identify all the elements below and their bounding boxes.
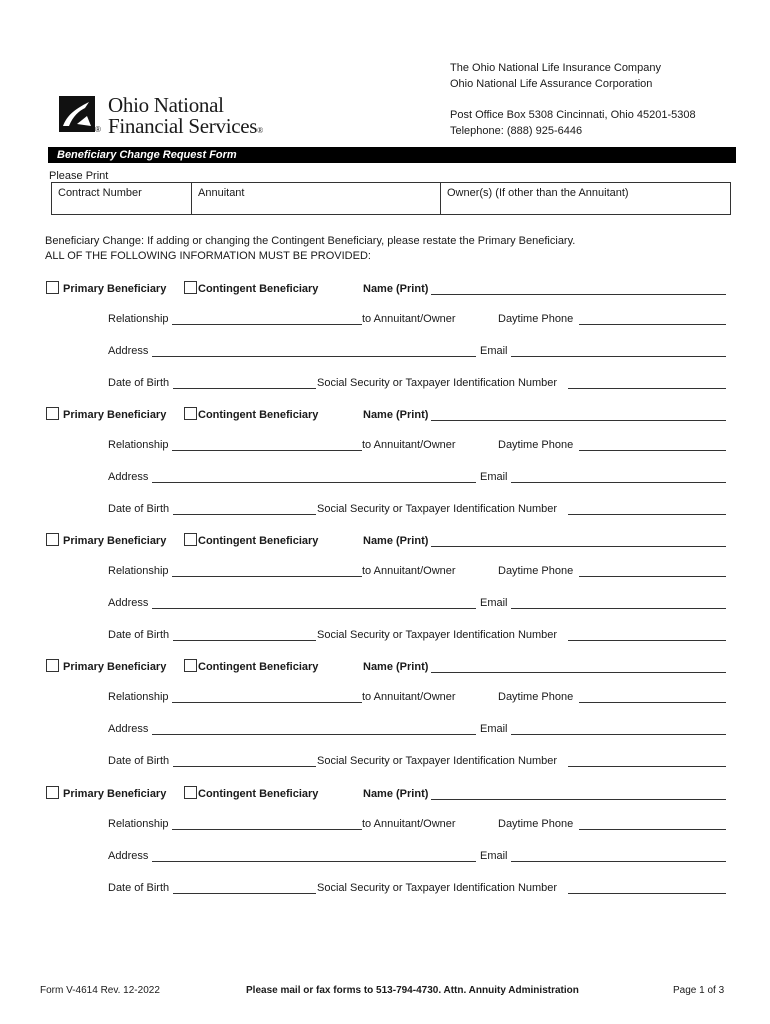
contract-info-table <box>51 182 731 215</box>
email-label: Email <box>480 597 508 609</box>
name-print-label: Name (Print) <box>363 535 429 547</box>
logo-registered-mark-1: ® <box>95 125 101 134</box>
address-field[interactable] <box>152 482 476 483</box>
primary-beneficiary-label: Primary Beneficiary <box>63 661 167 673</box>
relationship-label: Relationship <box>108 818 169 830</box>
primary-beneficiary-checkbox[interactable] <box>46 533 59 546</box>
ssn-tin-label: Social Security or Taxpayer Identification Number <box>317 503 558 515</box>
relationship-field[interactable] <box>172 702 362 703</box>
daytime-phone-field[interactable] <box>579 324 726 325</box>
instruction-text: Beneficiary Change: If adding or changing the Contingent Beneficiary, please restate the Primary Beneficiary. <box>45 235 576 247</box>
contingent-beneficiary-label: Contingent Beneficiary <box>198 661 319 673</box>
relationship-label: Relationship <box>108 691 169 703</box>
logo-text-line1: Ohio National <box>108 93 224 117</box>
daytime-phone-field[interactable] <box>579 829 726 830</box>
name-print-label: Name (Print) <box>363 283 429 295</box>
to-annuitant-owner-label: to Annuitant/Owner <box>362 691 456 703</box>
primary-beneficiary-checkbox[interactable] <box>46 786 59 799</box>
email-label: Email <box>480 850 508 862</box>
ssn-tin-label: Social Security or Taxpayer Identification Number <box>317 755 558 767</box>
page-number: Page 1 of 3 <box>673 985 725 996</box>
logo-text-line2: Financial Services® <box>108 114 263 138</box>
ssn-tin-field[interactable] <box>568 766 726 767</box>
date-of-birth-label: Date of Birth <box>108 755 170 767</box>
to-annuitant-owner-label: to Annuitant/Owner <box>362 439 456 451</box>
date-of-birth-label: Date of Birth <box>108 629 170 641</box>
form-title-bar <box>48 147 736 163</box>
address-field[interactable] <box>152 861 476 862</box>
address-label: Address <box>108 850 149 862</box>
date-of-birth-field[interactable] <box>173 514 316 515</box>
owners-label: Owner(s) (If other than the Annuitant) <box>447 187 629 199</box>
contingent-beneficiary-checkbox[interactable] <box>184 786 197 799</box>
contingent-beneficiary-label: Contingent Beneficiary <box>198 283 319 295</box>
primary-beneficiary-label: Primary Beneficiary <box>63 535 167 547</box>
please-print-label: Please Print <box>49 170 109 182</box>
logo-registered-mark-2: ® <box>257 126 263 135</box>
email-label: Email <box>480 723 508 735</box>
email-field[interactable] <box>511 482 726 483</box>
contingent-beneficiary-label: Contingent Beneficiary <box>198 409 319 421</box>
daytime-phone-field[interactable] <box>579 702 726 703</box>
name-print-field[interactable] <box>431 546 726 547</box>
company-name-2: Ohio National Life Assurance Corporation <box>450 78 653 90</box>
contingent-beneficiary-checkbox[interactable] <box>184 533 197 546</box>
daytime-phone-label: Daytime Phone <box>498 565 574 577</box>
form-title: Beneficiary Change Request Form <box>57 149 237 161</box>
date-of-birth-field[interactable] <box>173 388 316 389</box>
relationship-field[interactable] <box>172 829 362 830</box>
ohio-national-logo-icon <box>59 96 95 132</box>
daytime-phone-field[interactable] <box>579 450 726 451</box>
name-print-field[interactable] <box>431 420 726 421</box>
name-print-label: Name (Print) <box>363 409 429 421</box>
daytime-phone-label: Daytime Phone <box>498 313 574 325</box>
contingent-beneficiary-checkbox[interactable] <box>184 281 197 294</box>
primary-beneficiary-checkbox[interactable] <box>46 659 59 672</box>
ssn-tin-label: Social Security or Taxpayer Identification Number <box>317 629 558 641</box>
annuitant-field[interactable] <box>192 183 440 214</box>
mail-fax-note: Please mail or fax forms to 513-794-4730. Attn. Annuity Administration <box>246 985 579 996</box>
ssn-tin-label: Social Security or Taxpayer Identification Number <box>317 377 558 389</box>
date-of-birth-field[interactable] <box>173 640 316 641</box>
email-field[interactable] <box>511 734 726 735</box>
form-number: Form V-4614 Rev. 12-2022 <box>40 985 160 996</box>
date-of-birth-field[interactable] <box>173 766 316 767</box>
annuitant-label: Annuitant <box>198 187 245 199</box>
primary-beneficiary-checkbox[interactable] <box>46 281 59 294</box>
to-annuitant-owner-label: to Annuitant/Owner <box>362 313 456 325</box>
date-of-birth-label: Date of Birth <box>108 377 170 389</box>
relationship-label: Relationship <box>108 439 169 451</box>
owners-field[interactable] <box>441 183 731 214</box>
ssn-tin-field[interactable] <box>568 514 726 515</box>
required-notice: ALL OF THE FOLLOWING INFORMATION MUST BE PROVIDED: <box>45 250 371 262</box>
company-telephone: Telephone: (888) 925-6446 <box>450 125 583 137</box>
address-label: Address <box>108 723 149 735</box>
primary-beneficiary-label: Primary Beneficiary <box>63 283 167 295</box>
date-of-birth-label: Date of Birth <box>108 503 170 515</box>
name-print-label: Name (Print) <box>363 661 429 673</box>
address-label: Address <box>108 597 149 609</box>
daytime-phone-label: Daytime Phone <box>498 691 574 703</box>
relationship-field[interactable] <box>172 324 362 325</box>
ssn-tin-field[interactable] <box>568 388 726 389</box>
address-field[interactable] <box>152 608 476 609</box>
address-field[interactable] <box>152 734 476 735</box>
to-annuitant-owner-label: to Annuitant/Owner <box>362 565 456 577</box>
daytime-phone-label: Daytime Phone <box>498 439 574 451</box>
relationship-field[interactable] <box>172 450 362 451</box>
name-print-field[interactable] <box>431 294 726 295</box>
daytime-phone-label: Daytime Phone <box>498 818 574 830</box>
primary-beneficiary-label: Primary Beneficiary <box>63 409 167 421</box>
date-of-birth-label: Date of Birth <box>108 882 170 894</box>
email-label: Email <box>480 471 508 483</box>
ssn-tin-label: Social Security or Taxpayer Identification Number <box>317 882 558 894</box>
contingent-beneficiary-label: Contingent Beneficiary <box>198 535 319 547</box>
address-label: Address <box>108 471 149 483</box>
contract-number-field[interactable] <box>52 183 192 214</box>
ssn-tin-field[interactable] <box>568 893 726 894</box>
name-print-field[interactable] <box>431 672 726 673</box>
address-field[interactable] <box>152 356 476 357</box>
relationship-field[interactable] <box>172 576 362 577</box>
company-name-1: The Ohio National Life Insurance Company <box>450 62 661 74</box>
date-of-birth-field[interactable] <box>173 893 316 894</box>
relationship-label: Relationship <box>108 313 169 325</box>
contract-number-label: Contract Number <box>58 187 142 199</box>
email-field[interactable] <box>511 861 726 862</box>
primary-beneficiary-label: Primary Beneficiary <box>63 788 167 800</box>
email-label: Email <box>480 345 508 357</box>
to-annuitant-owner-label: to Annuitant/Owner <box>362 818 456 830</box>
email-field[interactable] <box>511 608 726 609</box>
contingent-beneficiary-label: Contingent Beneficiary <box>198 788 319 800</box>
ssn-tin-field[interactable] <box>568 640 726 641</box>
name-print-label: Name (Print) <box>363 788 429 800</box>
primary-beneficiary-checkbox[interactable] <box>46 407 59 420</box>
relationship-label: Relationship <box>108 565 169 577</box>
company-address: Post Office Box 5308 Cincinnati, Ohio 45201-5308 <box>450 109 696 121</box>
name-print-field[interactable] <box>431 799 726 800</box>
daytime-phone-field[interactable] <box>579 576 726 577</box>
email-field[interactable] <box>511 356 726 357</box>
contingent-beneficiary-checkbox[interactable] <box>184 407 197 420</box>
contingent-beneficiary-checkbox[interactable] <box>184 659 197 672</box>
address-label: Address <box>108 345 149 357</box>
